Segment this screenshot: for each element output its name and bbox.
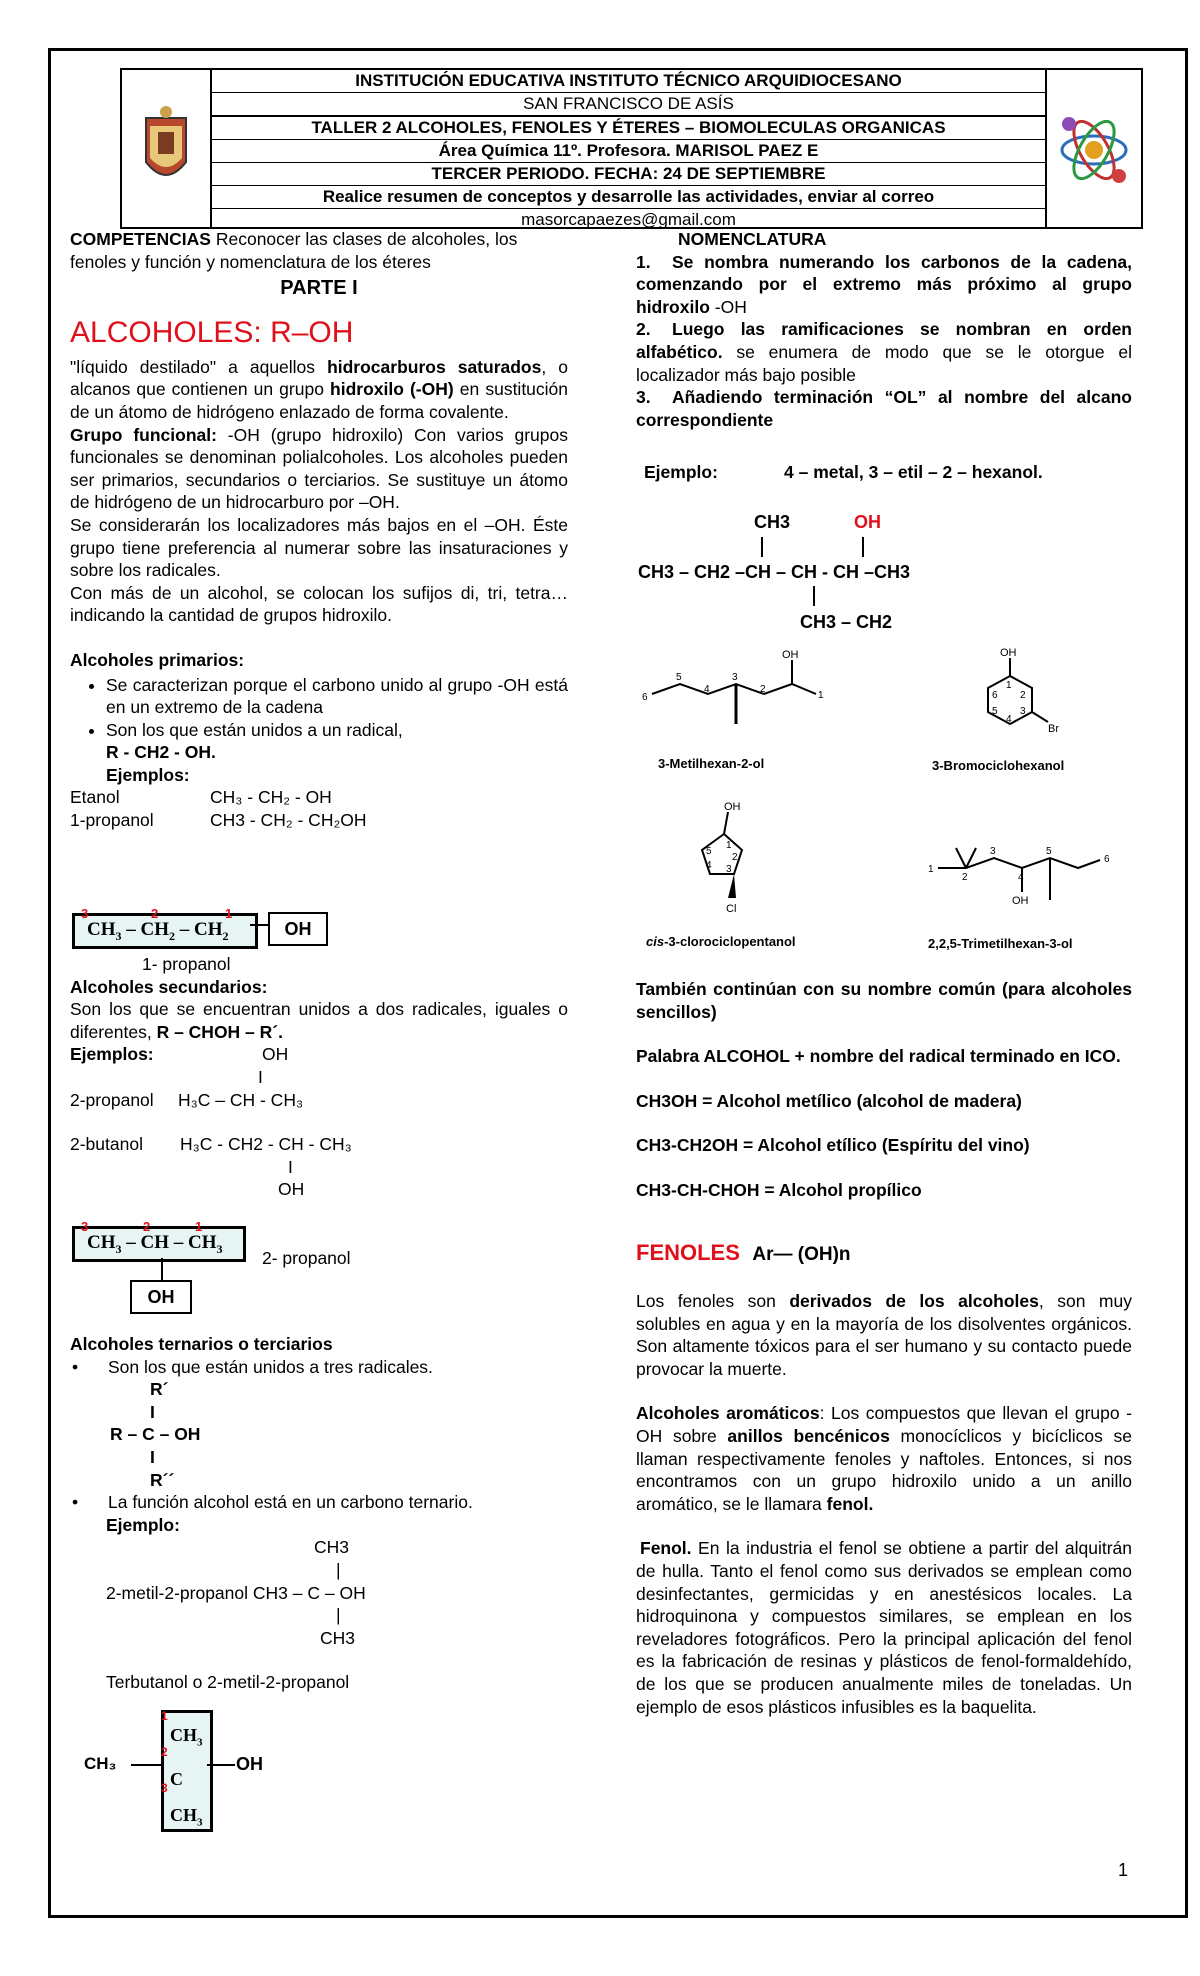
terciarios-bullet-2: • La función alcohol está en un carbono ternario. <box>72 1492 473 1513</box>
nom-rule-3: 3. Añadiendo terminación “OL” al nombre del alcano correspondiente <box>636 387 1132 430</box>
trimetilhexanol-structure <box>924 828 1124 928</box>
header-line5: TERCER PERIODO. FECHA: 24 DE SEPTIEMBRE <box>212 163 1045 186</box>
svg-text:2: 2 <box>962 872 968 883</box>
propanol1-row: 1-propanol CH3 - CH₂ - CH₂OH <box>70 810 367 831</box>
nomenclatura-title: NOMENCLATURA <box>678 229 827 249</box>
metil-row: 2-metil-2-propanol CH3 – C – OH <box>106 1582 366 1603</box>
propanol2-row: 2-propanol H₃C – CH - CH₃ <box>70 1089 304 1110</box>
terciarios-ejemplo: Ejemplo: <box>106 1514 180 1535</box>
primarios-title: Alcoholes primarios: <box>70 649 245 670</box>
competencias-text: Reconocer las clases de alcoholes, los fenoles y función y nomenclatura de los éteres <box>70 229 518 272</box>
terbutanol-oh: OH <box>236 1754 263 1774</box>
bond-bar: I <box>258 1066 263 1087</box>
butanol-oh: OH <box>278 1179 305 1200</box>
comun-text: También continúan con su nombre común (para alcoholes sencillos) <box>636 979 1132 1022</box>
fenoles-formula: Ar— (OH)n <box>752 1244 851 1265</box>
bond-bar: I <box>150 1401 155 1422</box>
svg-text:3: 3 <box>726 864 732 875</box>
alcoholes-title: ALCOHOLES: R–OH <box>70 315 354 349</box>
palabra-text: Palabra ALCOHOL + nombre del radical terminado en ICO. <box>636 1046 1121 1067</box>
svg-text:1: 1 <box>928 864 934 875</box>
svg-text:2: 2 <box>1020 690 1026 701</box>
list-item: • Son los que están unidos a un radical, R - CH2 - OH. Ejemplos: <box>106 719 568 787</box>
svg-text:6: 6 <box>992 690 998 701</box>
terciarios-title: Alcoholes ternarios o terciarios <box>70 1334 333 1354</box>
nom-rule-2: 2. Luego las ramificaciones se nombran en orden alfabético. se enumera de modo que se le otorgue el localizador más bajo posible <box>636 319 1132 385</box>
header-table <box>120 68 1143 229</box>
header-text <box>212 70 1045 227</box>
svg-text:1: 1 <box>818 690 824 701</box>
ch3-top: CH3 <box>314 1537 350 1558</box>
svg-text:3: 3 <box>1020 706 1026 717</box>
header-email[interactable]: masorcapaezes@gmail.com <box>521 210 736 229</box>
fenoles-text-3: Fenol. En la industria el fenol se obtiene a partir del alquitrán de hulla. Tanto el fenol como sus derivados se emplean como desinfectantes, germicidas y en anestésicos locales. La hidroquinona y compuestos similares, se emplean en los reveladores fotográficos. Pero la principal aplicación del fenol es la fabricación de resinas y plásticos de fenol-formaldehído, de los que se producen anualmente miles de toneladas. Un ejemplo de esos plásticos infusibles es la baquelita. <box>636 1538 1132 1717</box>
secundarios-example-label: Ejemplos: OH <box>70 1044 289 1065</box>
fenoles-title: FENOLES <box>636 1240 740 1265</box>
propanol1-caption: 1- propanol <box>142 954 231 974</box>
fenoles-text-1: Los fenoles son derivados de los alcoholes, son muy solubles en agua y en la mayoría de los disolventes orgánicos. Son altamente tóxicos para el ser humano y su contacto puede provocar la muerte. <box>636 1291 1132 1379</box>
svg-text:6: 6 <box>1104 854 1110 865</box>
fenoles-section <box>636 1290 1132 1718</box>
cap-metilhexanol: 3-Metilhexan-2-ol <box>658 756 765 771</box>
bond-bar: I <box>288 1156 293 1177</box>
terbutanol-structure: $CH_3$ C $CH_3$ 1 2 3 <box>161 1710 213 1832</box>
svg-text:4: 4 <box>706 860 712 871</box>
svg-text:5: 5 <box>706 846 712 857</box>
page-number: 1 <box>1118 1860 1129 1880</box>
s-ch3: CH3 <box>754 512 791 532</box>
svg-text:1: 1 <box>726 840 732 851</box>
terciarios-bullet-1: • Son los que están unidos a tres radicales. <box>72 1356 433 1377</box>
svg-text:2: 2 <box>732 852 738 863</box>
terbutanol-label: Terbutanol o 2-metil-2-propanol <box>106 1672 350 1693</box>
left-column-3 <box>70 1333 568 1694</box>
header-line1: INSTITUCIÓN EDUCATIVA INSTITUTO TÉCNICO ARQUIDIOCESANO <box>212 70 1045 93</box>
fenoles-heading <box>636 1240 851 1266</box>
svg-text:OH: OH <box>1000 648 1017 659</box>
primarios-list <box>70 674 568 787</box>
school-logo <box>122 70 212 227</box>
secundarios-title: Alcoholes secundarios: <box>70 976 268 997</box>
oh-box: OH <box>268 912 328 946</box>
svg-text:2: 2 <box>760 684 766 695</box>
left-column <box>70 228 568 832</box>
r-prime: R´ <box>150 1379 169 1400</box>
etanol-row: Etanol CH₃ - CH₂ - OH <box>70 787 332 808</box>
cap-clorociclopentanol: cis-3-clorociclopentanol <box>646 934 796 949</box>
svg-text:5: 5 <box>676 672 682 683</box>
comun-3: CH3-CH-CHOH = Alcohol propílico <box>636 1179 922 1200</box>
svg-text:Br: Br <box>1048 723 1059 735</box>
bond-bar: I <box>150 1446 155 1467</box>
s-chain: CH3 – CH2 –CH – CH - CH –CH3 <box>638 562 911 582</box>
oh-box: OH <box>130 1280 192 1314</box>
svg-text:6: 6 <box>642 692 648 703</box>
svg-text:5: 5 <box>992 706 998 717</box>
comun-2: CH3-CH2OH = Alcohol etílico (Espíritu del vino) <box>636 1135 1030 1156</box>
ch3-bottom: CH3 <box>320 1627 356 1648</box>
nom-rule-1: 1. Se nombra numerando los carbonos de la cadena, comenzando por el extremo más próximo al grupo hidroxilo -OH <box>636 251 1132 317</box>
cap-trimetilhexanol: 2,2,5-Trimetilhexan-3-ol <box>928 936 1073 951</box>
propanol1-structure: $CH_3 - CH_2 - CH_2$ 3 2 1 <box>72 913 258 949</box>
chemistry-illustration <box>1045 70 1141 227</box>
svg-text:OH: OH <box>724 801 741 813</box>
comun-1: CH3OH = Alcohol metílico (alcohol de madera) <box>636 1090 1022 1111</box>
svg-text:3: 3 <box>990 846 996 857</box>
propanol2-structure: $CH_3$ – CH – $CH_3$ 3 2 1 <box>72 1226 246 1262</box>
grupo-funcional: Grupo funcional: -OH (grupo hidroxilo) Con varios grupos funcionales se denominan polialcoholes. Los alcoholes pueden ser primarios, secundarios o terciarios. Se sustituye un átomo de hidrógeno de un hidrocarburo por –OH. <box>70 424 568 513</box>
header-line2: SAN FRANCISCO DE ASÍS <box>212 93 1045 117</box>
localizadores-text: Se considerarán los localizadores más bajos en el –OH. Éste grupo tiene preferencia al numerar sobre las insaturaciones y sobre los radicales. <box>70 514 568 581</box>
header-line6: Realice resumen de conceptos y desarrolle las actividades, enviar al correo <box>212 186 1045 209</box>
header-line3: TALLER 2 ALCOHOLES, FENOLES Y ÉTERES – BIOMOLECULAS ORGANICAS <box>212 117 1045 140</box>
vbar: | <box>336 1605 341 1626</box>
list-item: • Se caracterizan porque el carbono unido al grupo -OH está en un extremo de la cadena <box>106 674 568 719</box>
sufijos-text: Con más de un alcohol, se colocan los sufijos di, tri, tetra…indicando la cantidad de grupos hidroxilo. <box>70 582 568 626</box>
r-double-prime: R´´ <box>150 1469 175 1490</box>
cap-bromociclohexanol: 3-Bromociclohexanol <box>932 758 1065 773</box>
vbar: | <box>336 1559 341 1580</box>
terbutanol-ch3: CH₃ <box>84 1754 117 1773</box>
svg-text:OH: OH <box>1012 895 1029 907</box>
bromociclohexanol-structure <box>960 648 1080 758</box>
propanol2-caption: 2- propanol <box>262 1248 351 1268</box>
svg-text:4: 4 <box>704 684 710 695</box>
parte-heading: PARTE I <box>280 277 358 300</box>
secundarios-text: Son los que se encuentran unidos a dos radicales, iguales o diferentes, R – CHOH – R´. <box>70 999 568 1042</box>
ejemplo-row: Ejemplo: 4 – metal, 3 – etil – 2 – hexanol. <box>644 462 1043 482</box>
right-column <box>636 228 1132 431</box>
svg-text:OH: OH <box>782 649 799 661</box>
nombres-comunes <box>636 978 1132 1202</box>
left-column-2 <box>70 953 568 1201</box>
svg-text:5: 5 <box>1046 846 1052 857</box>
metilhexanol-structure <box>640 648 860 738</box>
competencias <box>70 228 568 273</box>
competencias-label: COMPETENCIAS <box>70 229 211 249</box>
svg-text:4: 4 <box>1006 714 1012 725</box>
alcoholes-definition: "líquido destilado" a aquellos hidrocarburos saturados, o alcanos que contienen un grupo hidroxilo (-OH) en sustitución de un átomo de hidrógeno enlazado de forma covalente. <box>70 356 569 422</box>
svg-text:4: 4 <box>1018 872 1024 883</box>
clorociclopentanol-structure <box>670 798 770 918</box>
rcoh-formula: R – C – OH <box>110 1424 201 1445</box>
s-oh: OH <box>854 512 881 532</box>
butanol2-row: 2-butanol H₃C - CH2 - CH - CH₃ <box>70 1134 352 1155</box>
svg-text:1: 1 <box>1006 680 1012 691</box>
fenoles-text-2: Alcoholes aromáticos: Los compuestos que llevan el grupo -OH sobre anillos bencénicos monocíclicos y bicíclicos se llaman respectivamente fenoles y naftoles. Entonces, si nos encontramos con un grupo hidroxilo unido a un anillo aromático, se le llamara fenol. <box>636 1403 1133 1514</box>
s-bottom: CH3 – CH2 <box>800 612 893 632</box>
svg-text:Cl: Cl <box>726 903 737 915</box>
svg-text:3: 3 <box>732 672 738 683</box>
header-line4: Área Química 11º. Profesora. MARISOL PAEZ E <box>212 140 1045 163</box>
